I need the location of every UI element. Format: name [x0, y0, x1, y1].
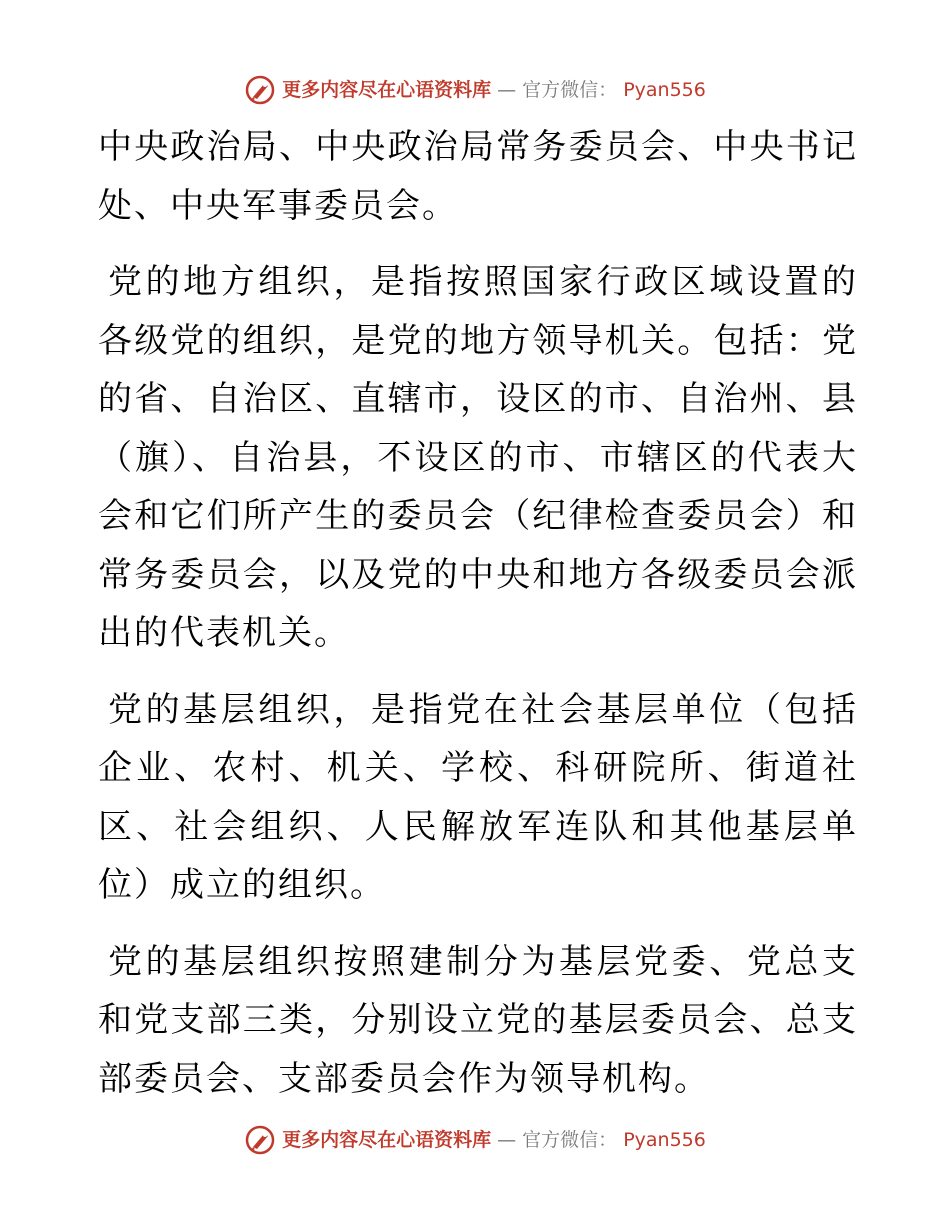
paragraph-grassroots-organizations: 党的基层组织，是指党在社会基层单位（包括企业、农村、机关、学校、科研院所、街道社区、社会组织、人民解放军连队和其他基层单位）成立的组织。: [98, 689, 858, 905]
watermark-site-name: 更多内容尽在心语资料库: [282, 1129, 492, 1151]
watermark-account: Pyan556: [623, 79, 706, 101]
header-watermark: [0, 70, 950, 110]
paragraph-local-organizations: 党的地方组织，是指按照国家行政区域设置的各级党的组织，是党的地方领导机关。包括：党的省、自治区、直辖市，设区的市、自治州、县（旗）、自治县，不设区的市、市辖区的代表大会和它们所产生的委员会（纪律检查委员会）和常务委员会，以及党的中央和地方各级委员会派出的代表机关。: [98, 262, 858, 653]
footer-watermark: [0, 1120, 950, 1160]
watermark-wechat-label: 官方微信：: [522, 79, 618, 101]
watermark-wechat-label: 官方微信：: [522, 1129, 618, 1151]
pen-nib-logo-icon: [244, 1124, 276, 1156]
watermark-account: Pyan556: [623, 1129, 706, 1151]
watermark-dash: —: [497, 79, 517, 101]
pen-nib-logo-icon: [244, 74, 276, 106]
document-body: [98, 118, 858, 1108]
watermark-site-name: 更多内容尽在心语资料库: [282, 79, 492, 101]
paragraph-central-organs: 中央政治局、中央政治局常务委员会、中央书记处、中央军事委员会。: [98, 127, 858, 226]
watermark-dash: —: [497, 1129, 517, 1151]
paragraph-grassroots-types: 党的基层组织按照建制分为基层党委、党总支和党支部三类，分别设立党的基层委员会、总支部委员会、支部委员会作为领导机构。: [98, 941, 858, 1099]
